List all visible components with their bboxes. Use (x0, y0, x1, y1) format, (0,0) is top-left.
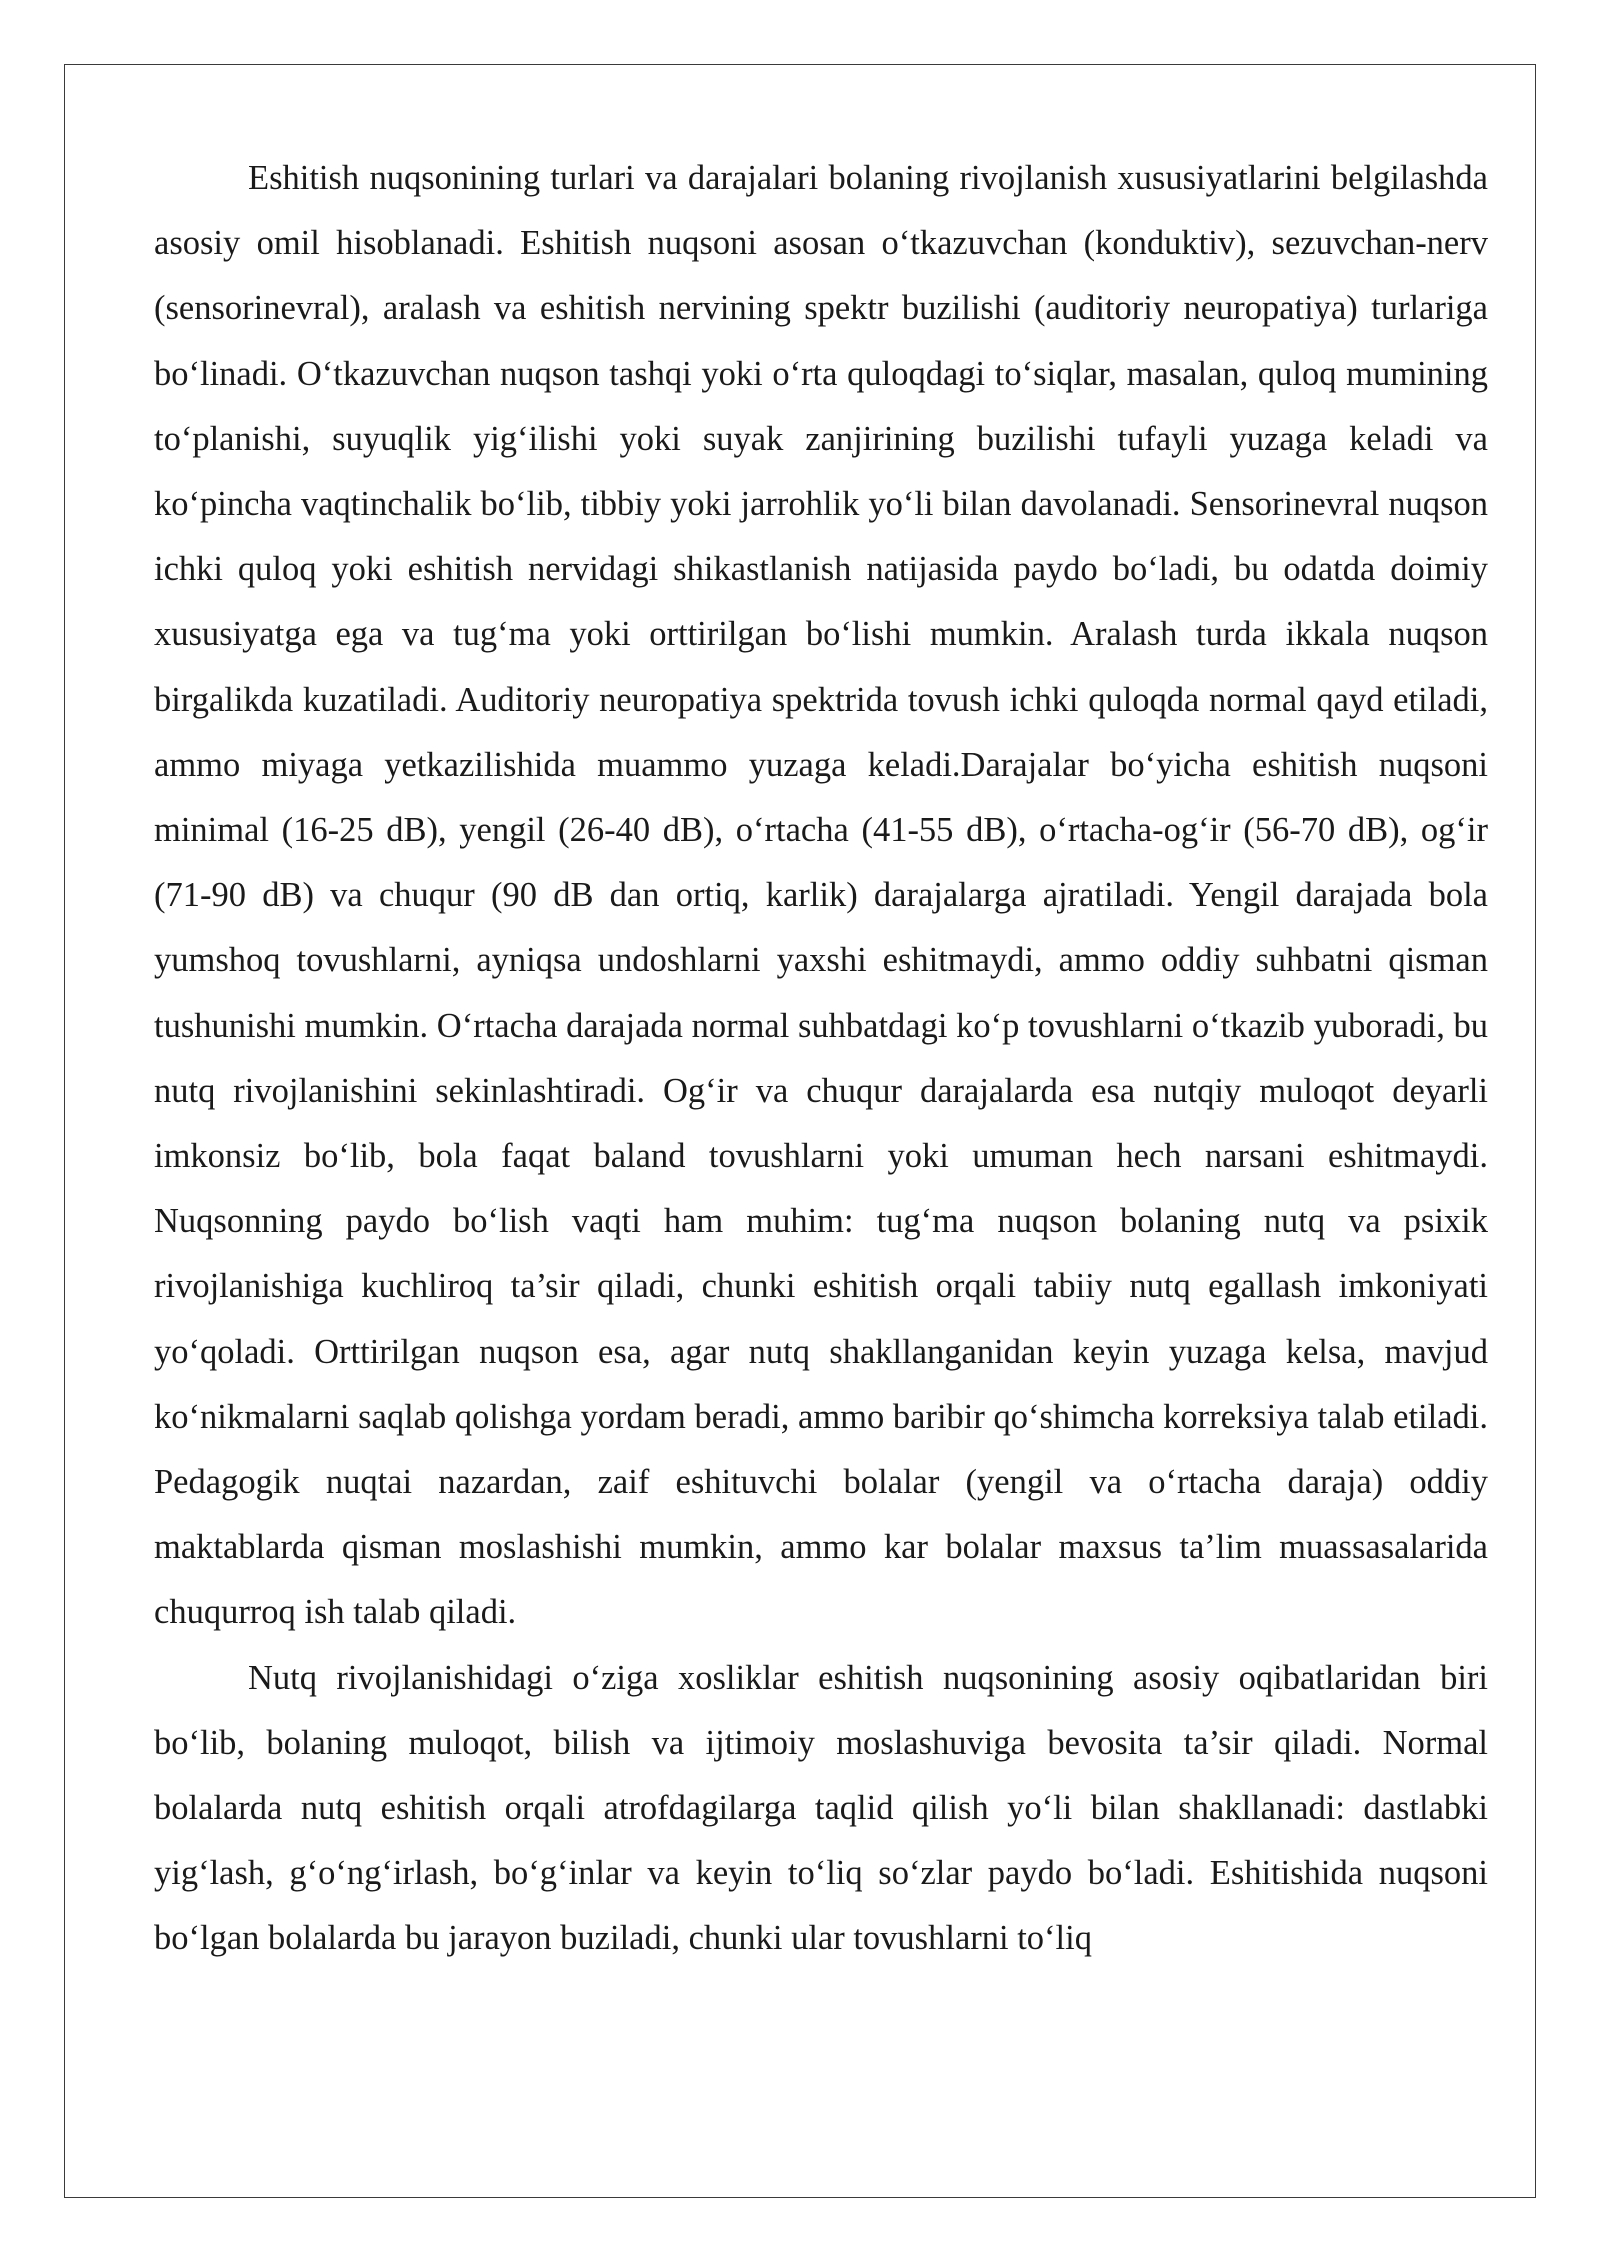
paragraph-hearing-loss-types: Eshitish nuqsonining turlari va darajalari bolaning rivojlanish xususiyatlarini belgilashda asosiy omil hisoblanadi. Eshitish nuqsoni asosan o‘tkazuvchan (konduktiv), sezuvchan-nerv (sensorinevral), aralash va eshitish nervining spektr buzilishi (auditoriy neuropatiya) turlariga bo‘linadi. O‘tkazuvchan nuqson tashqi yoki o‘rta quloqdagi to‘siqlar, masalan, quloq mumining to‘planishi, suyuqlik yig‘ilishi yoki suyak zanjirining buzilishi tufayli yuzaga keladi va ko‘pincha vaqtinchalik bo‘lib, tibbiy yoki jarrohlik yo‘li bilan davolanadi. Sensorinevral nuqson ichki quloq yoki eshitish nervidagi shikastlanish natijasida paydo bo‘ladi, bu odatda doimiy xususiyatga ega va tug‘ma yoki orttirilgan bo‘lishi mumkin. Aralash turda ikkala nuqson birgalikda kuzatiladi. Auditoriy neuropatiya spektrida tovush ichki quloqda normal qayd etiladi, ammo miyaga yetkazilishida muammo yuzaga keladi.Darajalar bo‘yicha eshitish nuqsoni minimal (16-25 dB), yengil (26-40 dB), o‘rtacha (41-55 dB), o‘rtacha-og‘ir (56-70 dB), og‘ir (71-90 dB) va chuqur (90 dB dan ortiq, karlik) darajalarga ajratiladi. Yengil darajada bola yumshoq tovushlarni, ayniqsa undoshlarni yaxshi eshitmaydi, ammo oddiy suhbatni qisman tushunishi mumkin. O‘rtacha darajada normal suhbatdagi ko‘p tovushlarni o‘tkazib yuboradi, bu nutq rivojlanishini sekinlashtiradi. Og‘ir va chuqur darajalarda esa nutqiy muloqot deyarli imkonsiz bo‘lib, bola faqat baland tovushlarni yoki umuman hech narsani eshitmaydi. Nuqsonning paydo bo‘lish vaqti ham muhim: tug‘ma nuqson bolaning nutq va psixik rivojlanishiga kuchliroq ta’sir qiladi, chunki eshitish orqali tabiiy nutq egallash imkoniyati yo‘qoladi. Orttirilgan nuqson esa, agar nutq shakllanganidan keyin yuzaga kelsa, mavjud ko‘nikmalarni saqlab qolishga yordam beradi, ammo baribir qo‘shimcha korreksiya talab etiladi. Pedagogik nuqtai nazardan, zaif eshituvchi bolalar (yengil va o‘rtacha daraja) oddiy maktablarda qisman moslashishi mumkin, ammo kar bolalar maxsus ta’lim muassasalarida chuqurroq ish talab qiladi. (154, 159, 1488, 1632)
paragraph-speech-development: Nutq rivojlanishidagi o‘ziga xosliklar eshitish nuqsonining asosiy oqibatlaridan biri bo‘lib, bolaning muloqot, bilish va ijtimoiy moslashuviga bevosita ta’sir qiladi. Normal bolalarda nutq eshitish orqali atrofdagilarga taqlid qilish yo‘li bilan shakllanadi: dastlabki yig‘lash, g‘o‘ng‘irlash, bo‘g‘inlar va keyin to‘liq so‘zlar paydo bo‘ladi. Eshitishida nuqsoni bo‘lgan bolalarda bu jarayon buziladi, chunki ular tovushlarni to‘liq (154, 1658, 1488, 1958)
document-body (154, 146, 1488, 1972)
